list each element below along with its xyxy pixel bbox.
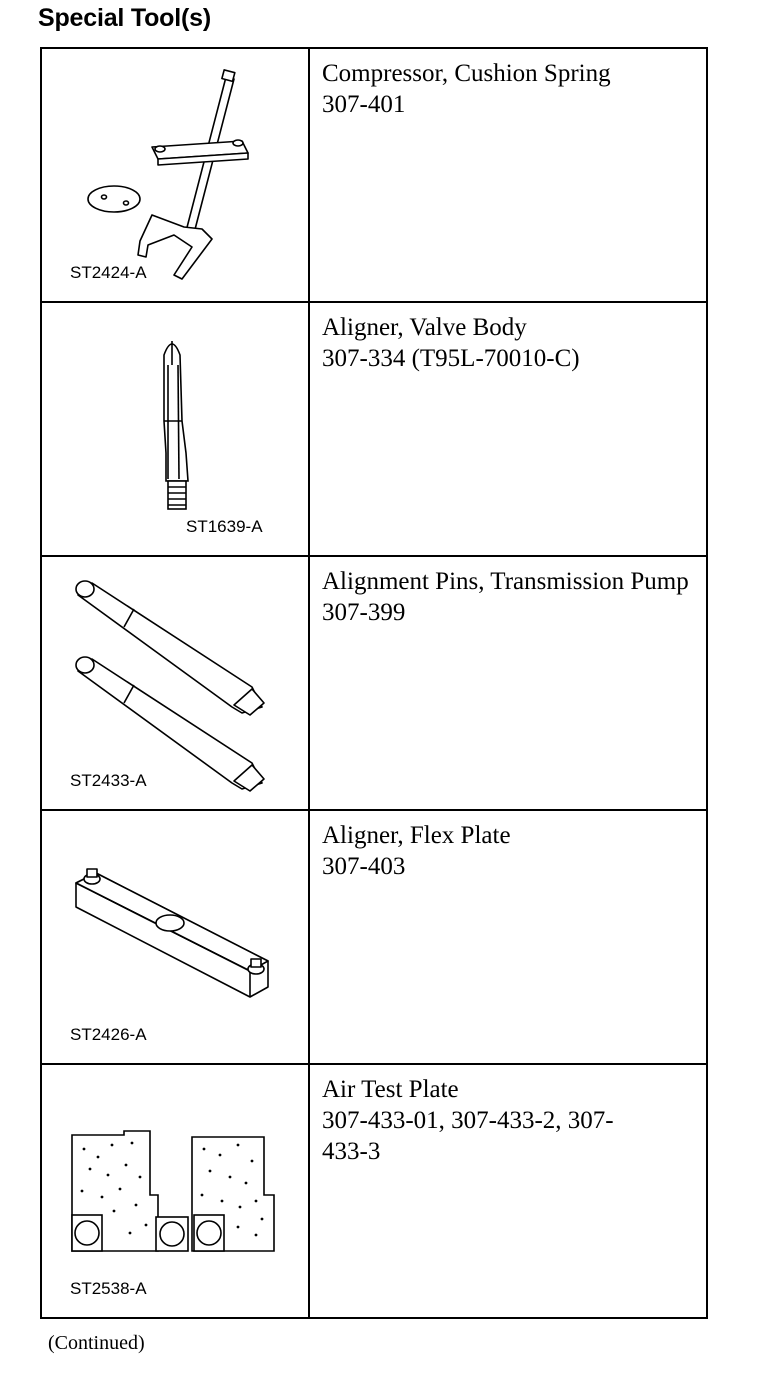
table-row xyxy=(41,302,707,556)
tool-name: Aligner, Valve Body xyxy=(322,314,527,341)
tool-description-cell xyxy=(309,556,707,810)
tool-description-cell xyxy=(309,48,707,302)
tool-code: ST1639-A xyxy=(186,517,263,536)
tool-name: Aligner, Flex Plate xyxy=(322,822,511,849)
table-row xyxy=(41,1064,707,1318)
tool-number: 307-433-01, 307-433-2, 307-433-3 xyxy=(322,1107,614,1165)
tool-description-cell xyxy=(309,1064,707,1318)
tool-code: ST2426-A xyxy=(70,1025,147,1044)
tool-number: 307-399 xyxy=(322,599,406,626)
tool-name: Alignment Pins, Transmission Pump xyxy=(322,568,689,595)
continued-note: (Continued) xyxy=(48,1332,145,1354)
tool-description-cell xyxy=(309,302,707,556)
tool-illustration-cell xyxy=(41,1064,309,1318)
tool-description-cell xyxy=(309,810,707,1064)
tool-code: ST2538-A xyxy=(70,1279,147,1298)
tool-code: ST2433-A xyxy=(70,771,147,790)
tool-illustration-cell xyxy=(41,302,309,556)
valve-body-aligner-illustration xyxy=(42,303,308,555)
special-tools-table xyxy=(40,47,708,1319)
table-row xyxy=(41,810,707,1064)
page-title: Special Tool(s) xyxy=(38,4,211,32)
tool-code: ST2424-A xyxy=(70,263,147,282)
tool-number: 307-403 xyxy=(322,853,406,880)
tool-illustration-cell xyxy=(41,48,309,302)
tool-illustration-cell xyxy=(41,556,309,810)
tool-name: Air Test Plate xyxy=(322,1076,459,1103)
tool-name: Compressor, Cushion Spring xyxy=(322,60,611,87)
tool-number: 307-401 xyxy=(322,91,406,118)
table-row xyxy=(41,556,707,810)
tool-illustration-cell xyxy=(41,810,309,1064)
table-row xyxy=(41,48,707,302)
tool-number: 307-334 (T95L-70010-C) xyxy=(322,345,580,372)
